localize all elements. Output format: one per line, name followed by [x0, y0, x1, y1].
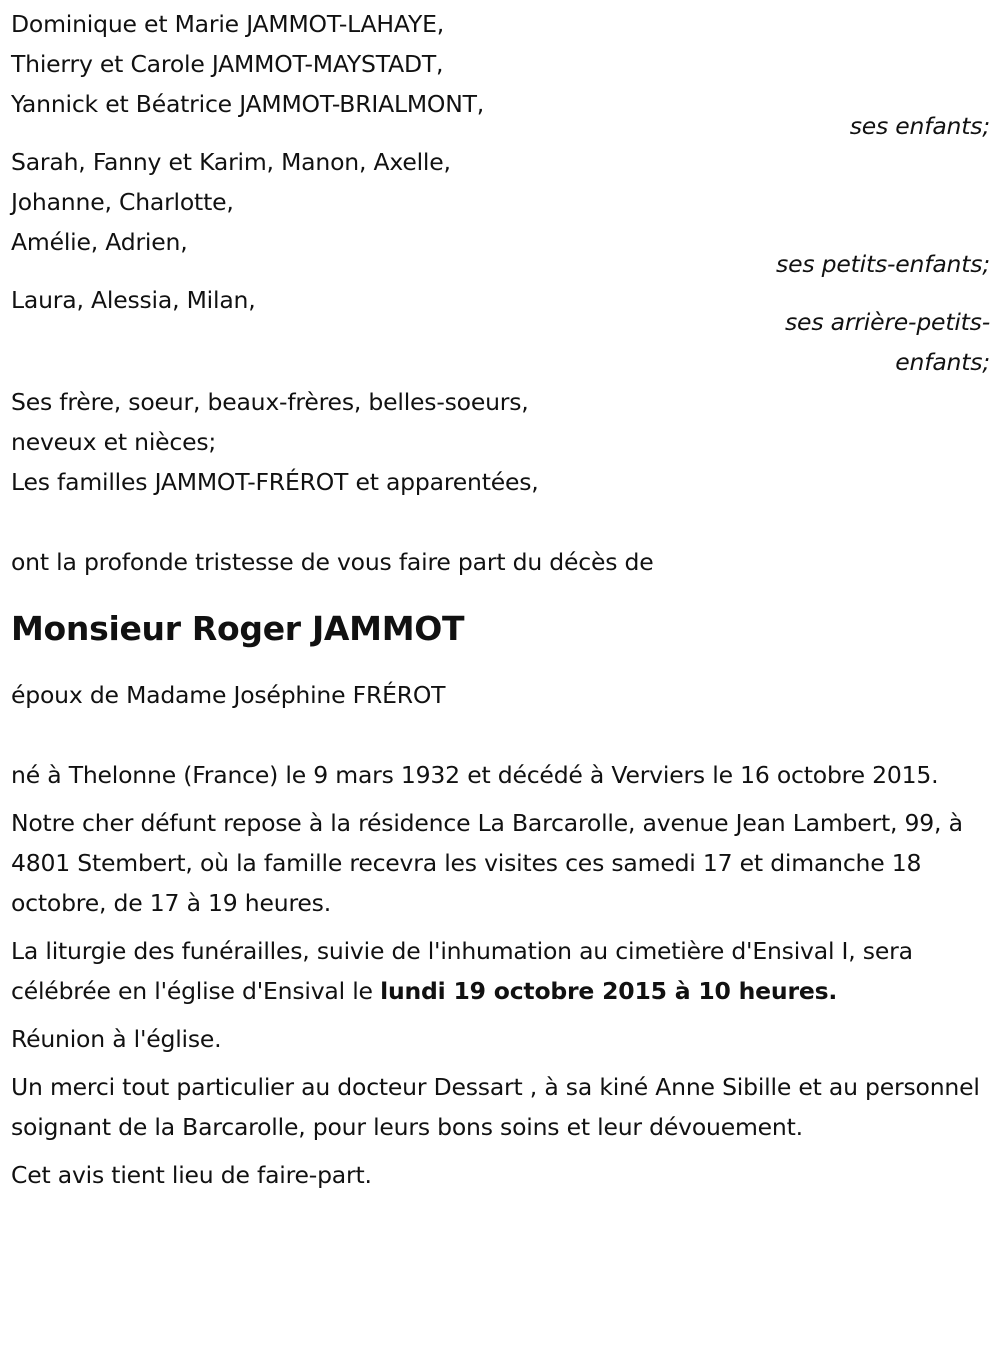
thanks-text: Un merci tout particulier au docteur Dessart , à sa kiné Anne Sibille et au personnel soignant de la Barcarolle, pour leurs bons soins et leur dévouement.: [11, 1073, 980, 1141]
children-section: [11, 4, 990, 146]
grandchild-line: Johanne, Charlotte,: [11, 188, 234, 216]
family-line: neveux et nièces;: [11, 428, 217, 456]
spouse-line: époux de Madame Joséphine FRÉROT: [11, 681, 446, 709]
family-section: [11, 382, 990, 502]
funeral-date: lundi 19 octobre 2015 à 10 heures.: [380, 977, 838, 1005]
meeting-text: Réunion à l'église.: [11, 1025, 222, 1053]
grandchild-line: Amélie, Adrien,: [11, 228, 188, 256]
great-grandchild-line: Laura, Alessia, Milan,: [11, 286, 256, 314]
great-grandchildren-role-label-2: enfants;: [895, 348, 990, 376]
great-grandchildren-role-label-1: ses arrière-petits-: [785, 308, 990, 336]
family-line: Ses frère, soeur, beaux-frères, belles-soeurs,: [11, 388, 529, 416]
funeral-text: [11, 931, 990, 1011]
closing-text: Cet avis tient lieu de faire-part.: [11, 1161, 372, 1189]
visitation-text: Notre cher défunt repose à la résidence La Barcarolle, avenue Jean Lambert, 99, à 4801 Stembert, où la famille recevra les visites ces samedi 17 et dimanche 18 octobre, de 17 à 19 heures.: [11, 809, 963, 917]
announcement-text: ont la profonde tristesse de vous faire part du décès de: [11, 548, 654, 576]
grandchildren-section: [11, 142, 990, 284]
deceased-name: Monsieur Roger JAMMOT: [11, 609, 465, 648]
child-line: Yannick et Béatrice JAMMOT-BRIALMONT,: [11, 90, 485, 118]
family-line: Les familles JAMMOT-FRÉROT et apparentées,: [11, 468, 539, 496]
child-line: Dominique et Marie JAMMOT-LAHAYE,: [11, 10, 445, 38]
birth-death-text: né à Thelonne (France) le 9 mars 1932 et décédé à Verviers le 16 octobre 2015.: [11, 761, 939, 789]
children-role-label: ses enfants;: [849, 112, 990, 140]
grandchild-line: Sarah, Fanny et Karim, Manon, Axelle,: [11, 148, 451, 176]
grandchildren-role-label: ses petits-enfants;: [776, 250, 990, 278]
child-line: Thierry et Carole JAMMOT-MAYSTADT,: [11, 50, 444, 78]
funeral-prefix: La liturgie des funérailles, suivie de l'inhumation au cimetière d'Ensival I, sera célébrée en l'église d'Ensival le: [11, 937, 913, 1005]
great-grandchildren-section: [11, 280, 990, 382]
